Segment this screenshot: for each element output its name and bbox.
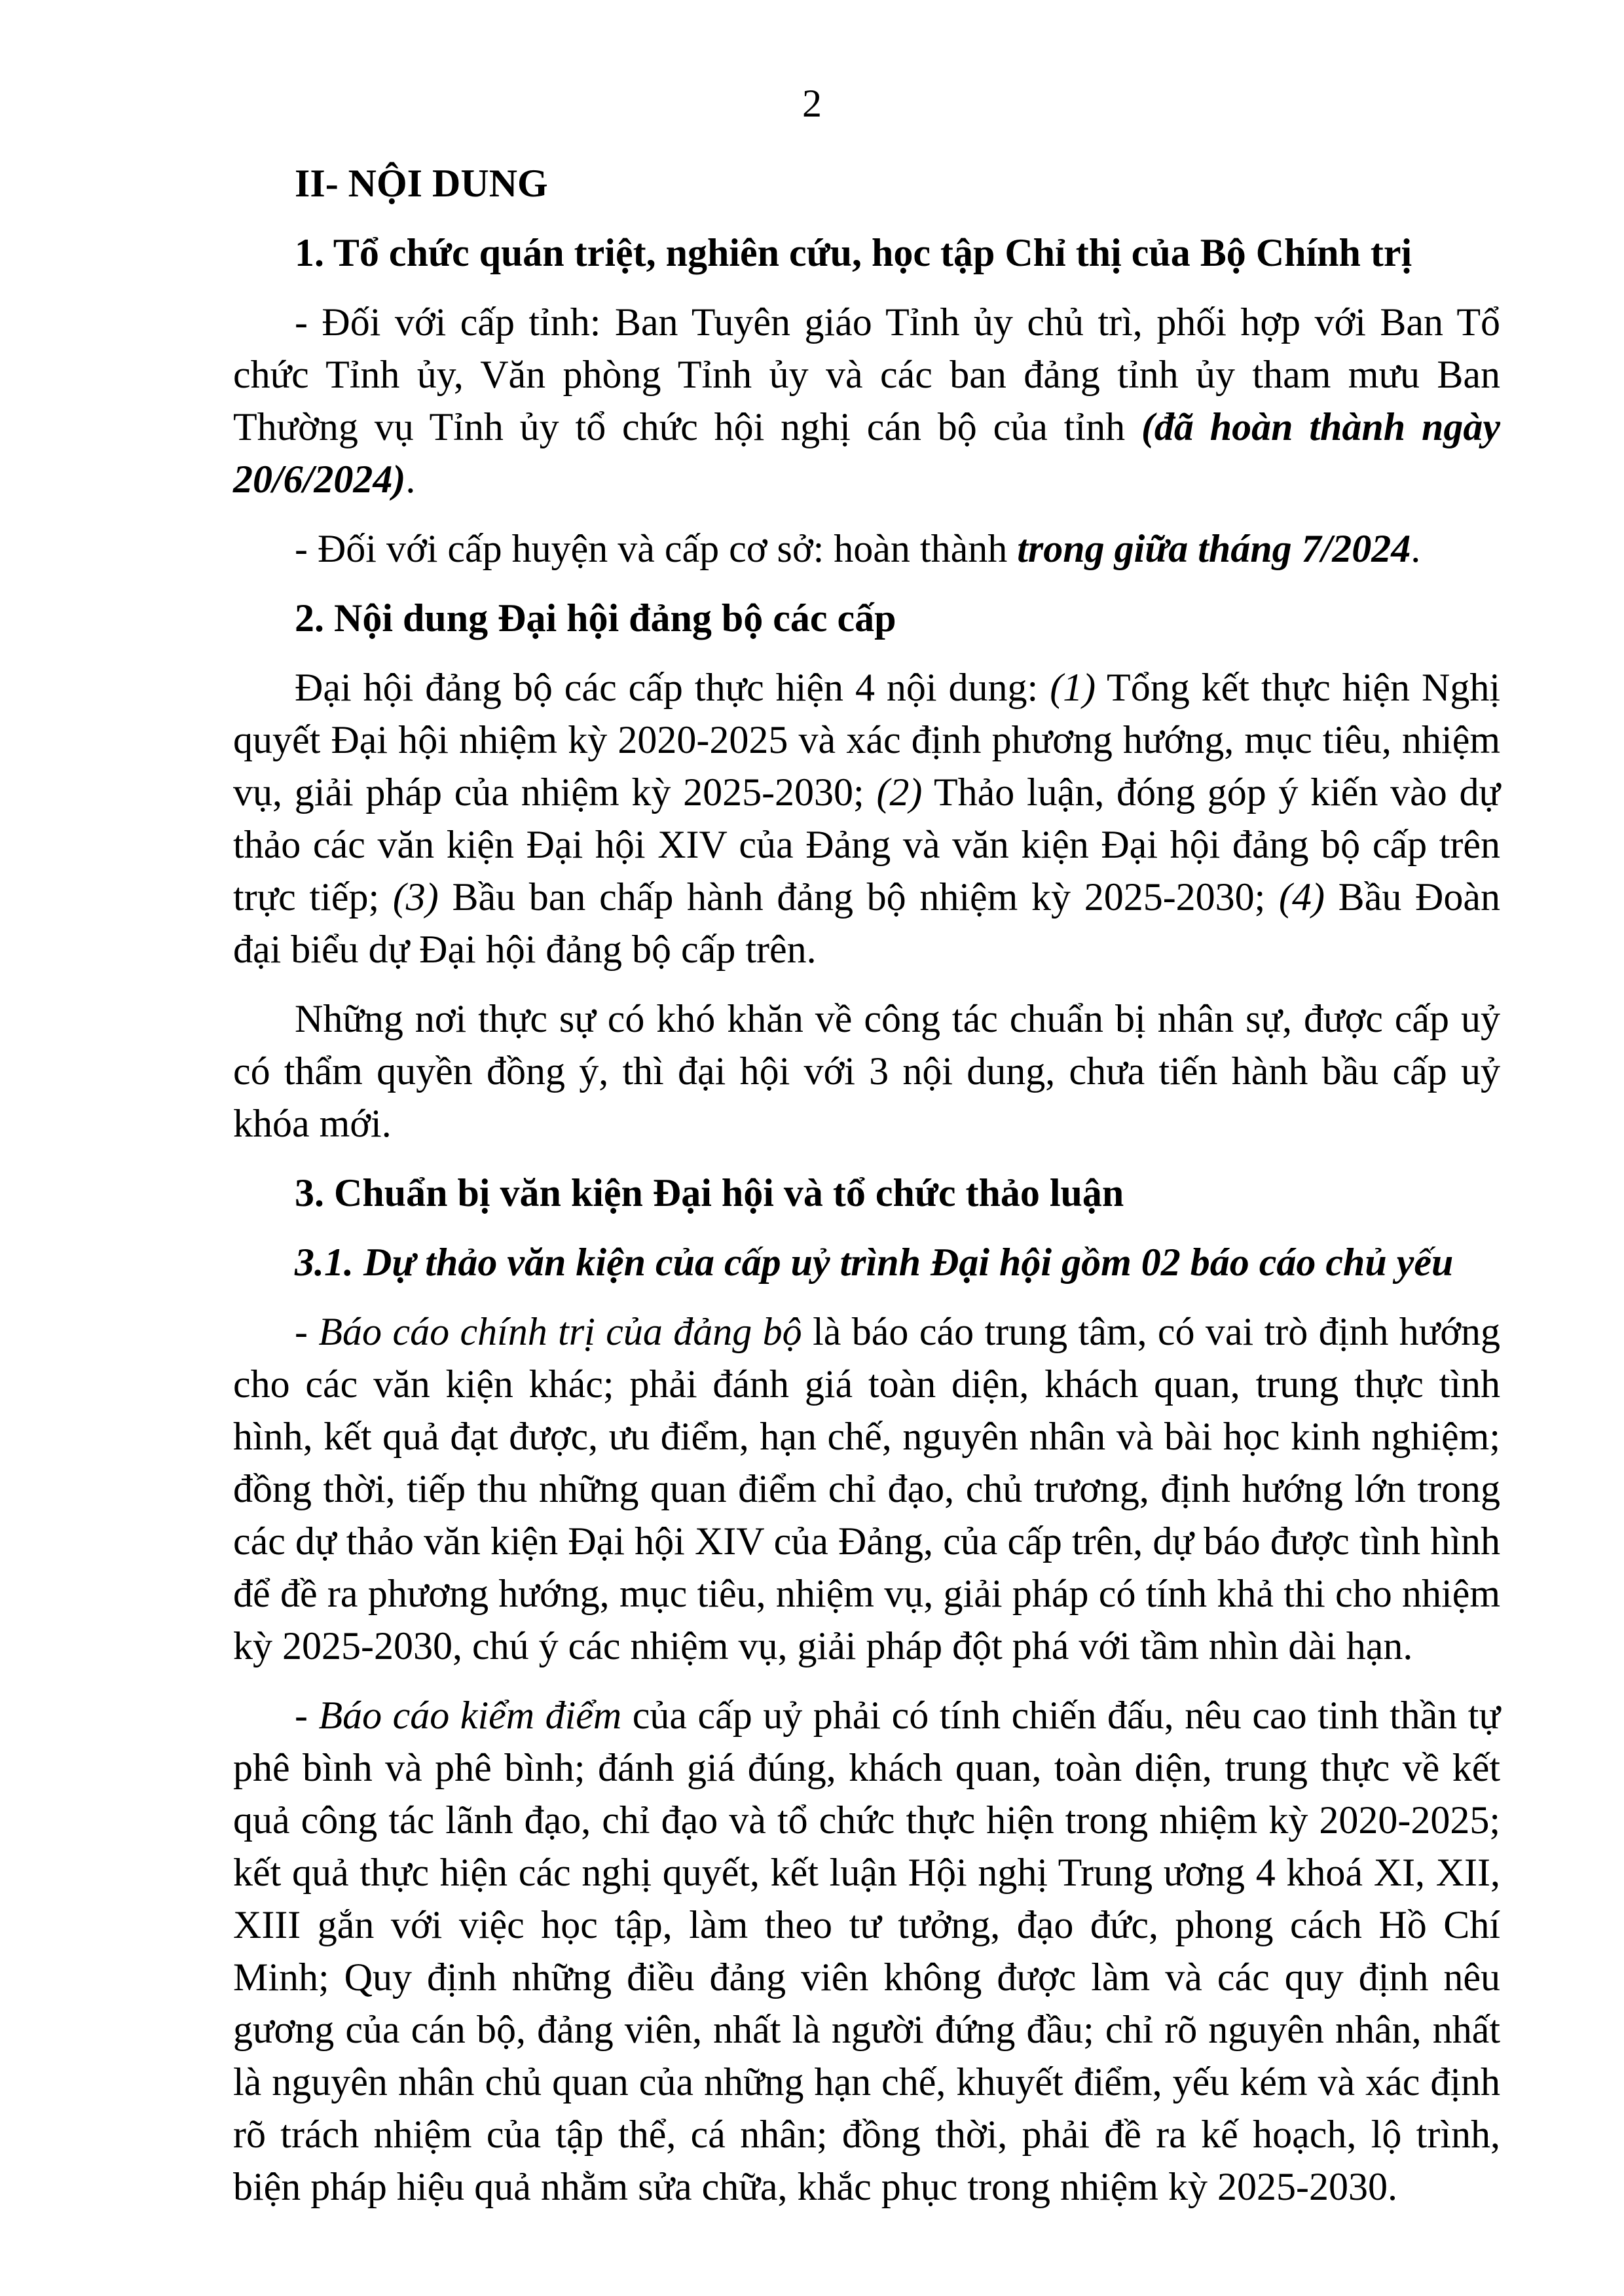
heading-2: 2. Nội dung Đại hội đảng bộ các cấp bbox=[295, 596, 896, 640]
page-number: 2 bbox=[802, 82, 822, 125]
paragraph-text: Bầu Đoàn đại biểu dự Đại hội đảng bộ cấp trên. bbox=[233, 875, 1500, 971]
paragraph-text: Đại hội đảng bộ các cấp thực hiện 4 nội dung: bbox=[295, 666, 1050, 709]
report-name: Báo cáo kiểm điểm bbox=[318, 1694, 622, 1737]
heading-3-1: 3.1. Dự thảo văn kiện của cấp uỷ trình Đại hội gồm 02 báo cáo chủ yếu bbox=[295, 1241, 1454, 1284]
paragraph-text: - Đối với cấp huyện và cấp cơ sở: hoàn thành bbox=[295, 527, 1018, 570]
item-marker-3: (3) bbox=[392, 875, 439, 919]
document-body bbox=[233, 157, 1500, 2230]
paragraph-congress-contents bbox=[233, 661, 1500, 975]
paragraph-review-report bbox=[233, 1689, 1500, 2213]
heading-3: 3. Chuẩn bị văn kiện Đại hội và tổ chức thảo luận bbox=[295, 1171, 1124, 1214]
paragraph-district-level bbox=[233, 522, 1500, 575]
paragraph-text: Tổng kết thực hiện Nghị quyết Đại hội nhiệm kỳ 2020-2025 và xác định phương hướng, mục tiêu, nhiệm vụ, giải pháp của nhiệm kỳ 2025-2030; bbox=[233, 666, 1500, 814]
paragraph-text: - Đối với cấp tỉnh: Ban Tuyên giáo Tỉnh ủy chủ trì, phối hợp với Ban Tổ chức Tỉnh ủy, Văn phòng Tỉnh ủy và các ban đảng tỉnh ủy tham mưu Ban Thường vụ Tỉnh ủy tổ chức hội nghị cán bộ của tỉnh bbox=[233, 301, 1500, 448]
paragraph-political-report bbox=[233, 1305, 1500, 1672]
report-name: Báo cáo chính trị của đảng bộ bbox=[318, 1310, 802, 1353]
paragraph-exception: Những nơi thực sự có khó khăn về công tác chuẩn bị nhân sự, được cấp uỷ có thẩm quyền đồng ý, thì đại hội với 3 nội dung, chưa tiến hành bầu cấp uỷ khóa mới. bbox=[233, 997, 1500, 1145]
dash: - bbox=[295, 1694, 319, 1737]
paragraph-text: Thảo luận, đóng góp ý kiến vào dự thảo các văn kiện Đại hội XIV của Đảng và văn kiện Đại hội đảng bộ cấp trên trực tiếp; bbox=[233, 771, 1501, 919]
punctuation: . bbox=[405, 458, 416, 501]
item-marker-1: (1) bbox=[1050, 666, 1096, 709]
paragraph-text: là báo cáo trung tâm, có vai trò định hướng cho các văn kiện khác; phải đánh giá toàn diện, khách quan, trung thực tình hình, kết quả đạt được, ưu điểm, hạn chế, nguyên nhân và bài học kinh nghiệm; đồng thời, tiếp thu những quan điểm chỉ đạo, chủ trương, định hướng lớn trong các dự thảo văn kiện Đại hội XIV của Đảng, của cấp trên, dự báo được tình hình để đề ra phương hướng, mục tiêu, nhiệm vụ, giải pháp có tính khả thi cho nhiệm kỳ 2025-2030, chú ý các nhiệm vụ, giải pháp đột phá với tầm nhìn dài hạn. bbox=[233, 1310, 1500, 1667]
paragraph-text: của cấp uỷ phải có tính chiến đấu, nêu cao tinh thần tự phê bình và phê bình; đánh giá đúng, khách quan, toàn diện, trung thực về kết quả công tác lãnh đạo, chỉ đạo và tổ chức thực hiện trong nhiệm kỳ 2020-2025; kết quả thực hiện các nghị quyết, kết luận Hội nghị Trung ương 4 khoá XI, XII, XIII gắn với việc học tập, làm theo tư tưởng, đạo đức, phong cách Hồ Chí Minh; Quy định những điều đảng viên không được làm và các quy định nêu gương của cán bộ, đảng viên, nhất là người đứng đầu; chỉ rõ nguyên nhân, nhất là nguyên nhân chủ quan của những hạn chế, khuyết điểm, yếu kém và xác định rõ trách nhiệm của tập thể, cá nhân; đồng thời, phải đề ra kế hoạch, lộ trình, biện pháp hiệu quả nhằm sửa chữa, khắc phục trong nhiệm kỳ 2025-2030. bbox=[233, 1694, 1500, 2208]
punctuation: . bbox=[1411, 527, 1421, 570]
heading-1: 1. Tổ chức quán triệt, nghiên cứu, học tập Chỉ thị của Bộ Chính trị bbox=[295, 231, 1412, 274]
section-title: II- NỘI DUNG bbox=[295, 162, 548, 205]
dash: - bbox=[295, 1310, 319, 1353]
item-marker-2: (2) bbox=[876, 771, 923, 814]
paragraph-provincial-level bbox=[233, 296, 1500, 505]
paragraph-text: Bầu ban chấp hành đảng bộ nhiệm kỳ 2025-2030; bbox=[438, 875, 1280, 919]
item-marker-4: (4) bbox=[1279, 875, 1325, 919]
deadline-note: trong giữa tháng 7/2024 bbox=[1017, 527, 1411, 570]
completion-note: (đã hoàn thành ngày 20/6/2024) bbox=[233, 405, 1500, 501]
